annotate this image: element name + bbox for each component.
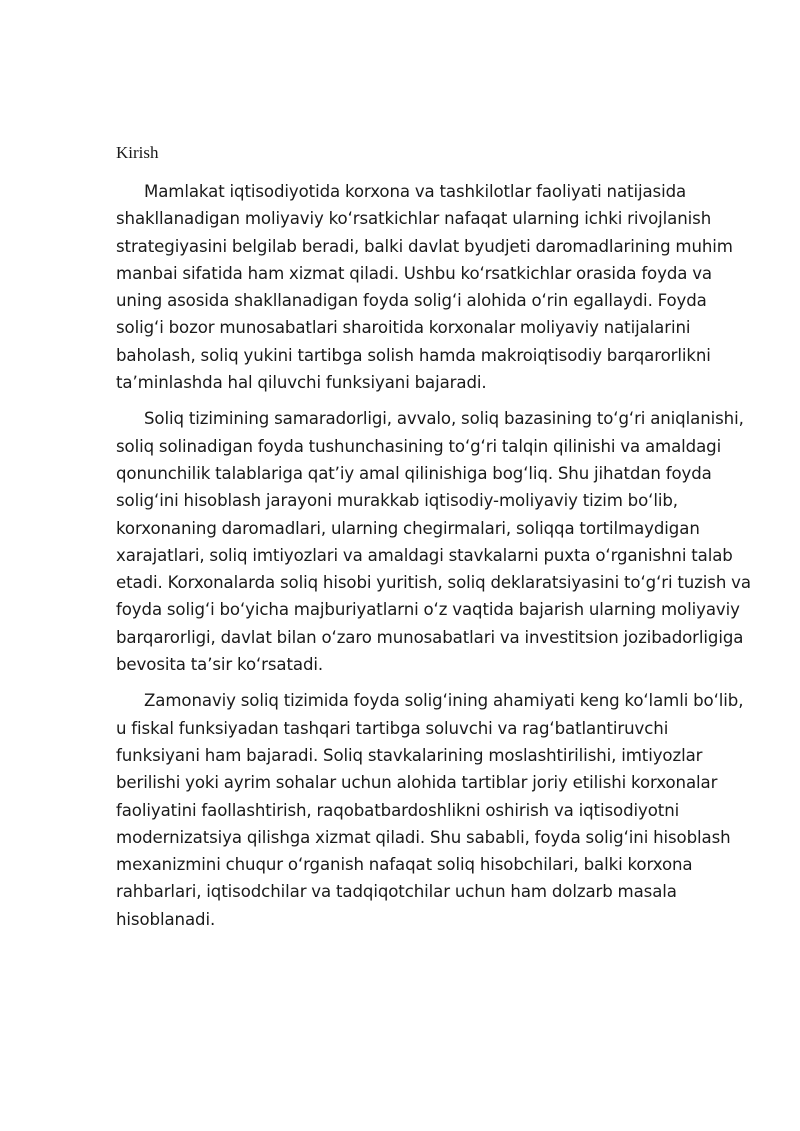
document-body (116, 178, 756, 942)
paragraph: Zamonaviy soliq tizimida foyda soligʻining ahamiyati keng koʻlamli boʻlib, u fiskal funksiyadan tashqari tartibga soluvchi va ragʻbatlantiruvchi funksiyani ham bajaradi. Soliq stavkalarining moslashtirilishi, imtiyozlar berilishi yoki ayrim sohalar uchun alohida tartiblar joriy etilishi korxonalar faoliyatini faollashtirish, raqobatbardoshlikni oshirish va iqtisodiyotni modernizatsiya qilishga xizmat qiladi. Shu sababli, foyda soligʻini hisoblash mexanizmini chuqur oʻrganish nafaqat soliq hisobchilari, balki korxona rahbarlari, iqtisodchilar va tadqiqotchilar uchun ham dolzarb masala hisoblanadi. (116, 691, 744, 929)
section-heading: Kirish (116, 143, 159, 162)
paragraph: Soliq tizimining samaradorligi, avvalo, soliq bazasining toʻgʻri aniqlanishi, soliq solinadigan foyda tushunchasining toʻgʻri talqin qilinishi va amaldagi qonunchilik talablariga qatʼiy amal qilinishiga bogʻliq. Shu jihatdan foyda soligʻini hisoblash jarayoni murakkab iqtisodiy-moliyaviy tizim boʻlib, korxonaning daromadlari, ularning chegirmalari, soliqqa tortilmaydigan xarajatlari, soliq imtiyozlari va amaldagi stavkalarni puxta oʻrganishni talab etadi. Korxonalarda soliq hisobi yuritish, soliq deklaratsiyasini toʻgʻri tuzish va foyda soligʻi boʻyicha majburiyatlarni oʻz vaqtida bajarish ularning moliyaviy barqarorligi, davlat bilan oʻzaro munosabatlari va investitsion jozibadorligiga bevosita taʼsir koʻrsatadi. (116, 409, 751, 675)
paragraph: Mamlakat iqtisodiyotida korxona va tashkilotlar faoliyati natijasida shakllanadigan moliyaviy koʻrsatkichlar nafaqat ularning ichki rivojlanish strategiyasini belgilab beradi, balki davlat byudjeti daromadlarining muhim manbai sifatida ham xizmat qiladi. Ushbu koʻrsatkichlar orasida foyda va uning asosida shakllanadigan foyda soligʻi alohida oʻrin egallaydi. Foyda soligʻi bozor munosabatlari sharoitida korxonalar moliyaviy natijalarini baholash, soliq yukini tartibga solish hamda makroiqtisodiy barqarorlikni taʼminlashda hal qiluvchi funksiyani bajaradi. (116, 182, 733, 393)
